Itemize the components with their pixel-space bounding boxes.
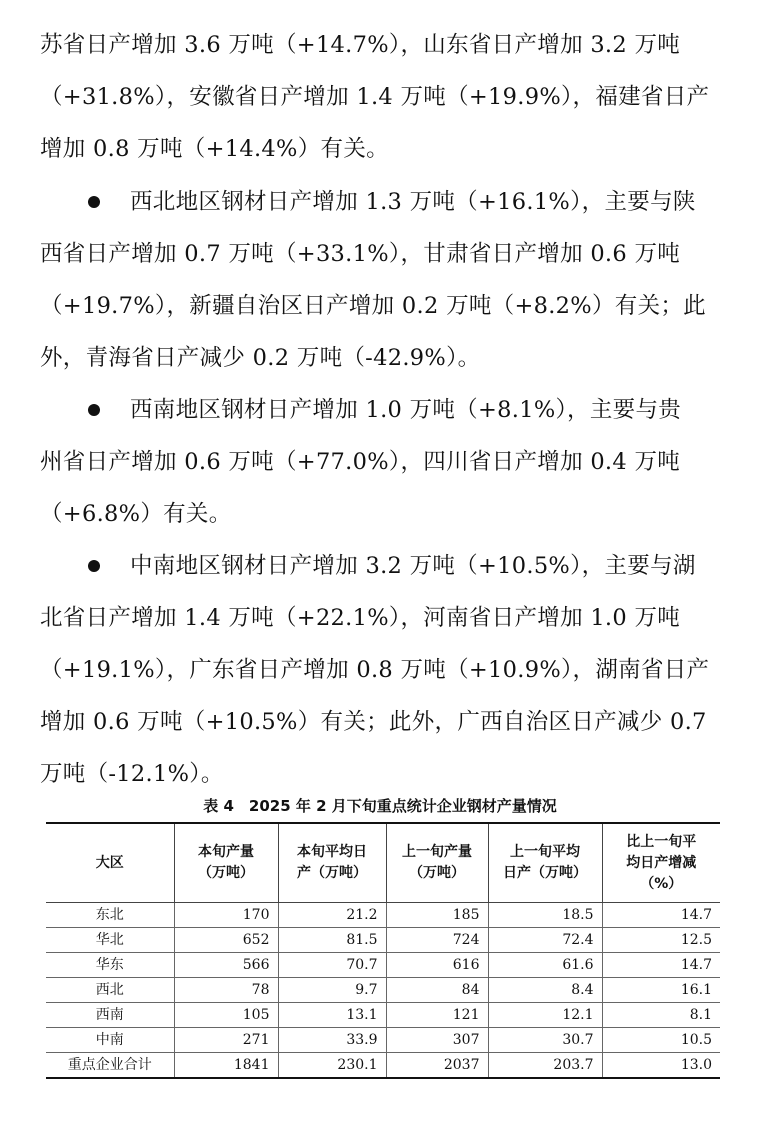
current-output-cell: 566	[174, 953, 278, 978]
previous-daily-cell: 30.7	[488, 1028, 602, 1053]
current-daily-cell: 81.5	[278, 928, 386, 953]
bullet-first-line: 中南地区钢材日产增加 3.2 万吨（+10.5%），主要与湖	[130, 553, 696, 579]
paragraph-line: 州省日产增加 0.6 万吨（+77.0%），四川省日产增加 0.4 万吨	[40, 449, 681, 475]
table-row	[46, 1003, 720, 1028]
table-row	[46, 928, 720, 953]
table-header-row	[46, 823, 720, 903]
bullet-icon	[88, 196, 100, 208]
daily-change-cell: 8.1	[602, 1003, 720, 1028]
region-cell: 西南	[46, 1003, 174, 1028]
daily-change-cell: 13.0	[602, 1053, 720, 1079]
bullet-first-line: 西南地区钢材日产增加 1.0 万吨（+8.1%），主要与贵	[130, 397, 682, 423]
current-daily-cell: 13.1	[278, 1003, 386, 1028]
daily-change-cell: 12.5	[602, 928, 720, 953]
header-line: 上一旬平均	[510, 844, 580, 860]
header-daily-change	[602, 823, 720, 903]
current-output-cell: 105	[174, 1003, 278, 1028]
header-current-output	[174, 823, 278, 903]
header-line: 上一旬产量	[402, 844, 472, 860]
daily-change-cell: 10.5	[602, 1028, 720, 1053]
previous-output-cell: 307	[386, 1028, 488, 1053]
steel-output-table	[46, 822, 720, 1079]
bullet-first-line: 西北地区钢材日产增加 1.3 万吨（+16.1%），主要与陕	[130, 189, 696, 215]
header-line: 本旬平均日	[297, 844, 367, 860]
header-line: 均日产增减	[626, 854, 697, 871]
previous-output-cell: 84	[386, 978, 488, 1003]
region-cell: 东北	[46, 903, 174, 928]
previous-daily-cell: 72.4	[488, 928, 602, 953]
table-row	[46, 953, 720, 978]
region-cell: 华东	[46, 953, 174, 978]
header-line: （%）	[640, 875, 683, 892]
daily-change-cell: 14.7	[602, 903, 720, 928]
previous-daily-cell: 8.4	[488, 978, 602, 1003]
region-cell: 中南	[46, 1028, 174, 1053]
bullet-icon	[88, 560, 100, 572]
paragraph-line: （+31.8%），安徽省日产增加 1.4 万吨（+19.9%），福建省日产	[40, 84, 710, 110]
previous-output-cell: 2037	[386, 1053, 488, 1079]
previous-output-cell: 724	[386, 928, 488, 953]
paragraph-line: 增加 0.6 万吨（+10.5%）有关；此外，广西自治区日产减少 0.7	[40, 709, 707, 735]
previous-daily-cell: 12.1	[488, 1003, 602, 1028]
previous-output-cell: 185	[386, 903, 488, 928]
bullet-icon	[88, 404, 100, 416]
current-output-cell: 1841	[174, 1053, 278, 1079]
current-output-cell: 652	[174, 928, 278, 953]
table-total-row	[46, 1053, 720, 1079]
header-line: （万吨）	[409, 865, 465, 881]
paragraph-line: 万吨（-12.1%）。	[40, 761, 224, 787]
header-line: 大区	[95, 854, 124, 871]
table-row	[46, 903, 720, 928]
region-cell: 华北	[46, 928, 174, 953]
table-row	[46, 1028, 720, 1053]
header-line: （万吨）	[198, 865, 254, 881]
current-daily-cell: 33.9	[278, 1028, 386, 1053]
header-previous-output	[386, 823, 488, 903]
header-previous-daily	[488, 823, 602, 903]
paragraph-line: 外，青海省日产减少 0.2 万吨（-42.9%）。	[40, 345, 481, 371]
paragraph-line: 西省日产增加 0.7 万吨（+33.1%），甘肃省日产增加 0.6 万吨	[40, 241, 681, 267]
current-daily-cell: 70.7	[278, 953, 386, 978]
paragraph-line: （+19.7%），新疆自治区日产增加 0.2 万吨（+8.2%）有关；此	[40, 293, 706, 319]
header-line: 比上一旬平	[626, 833, 697, 850]
current-daily-cell: 9.7	[278, 978, 386, 1003]
region-cell: 重点企业合计	[46, 1053, 174, 1079]
previous-output-cell: 616	[386, 953, 488, 978]
header-line: 产（万吨）	[297, 865, 367, 881]
table-row	[46, 978, 720, 1003]
daily-change-cell: 14.7	[602, 953, 720, 978]
daily-change-cell: 16.1	[602, 978, 720, 1003]
paragraph-line: 增加 0.8 万吨（+14.4%）有关。	[40, 136, 389, 162]
previous-daily-cell: 203.7	[488, 1053, 602, 1079]
previous-daily-cell: 18.5	[488, 903, 602, 928]
header-current-daily	[278, 823, 386, 903]
current-output-cell: 271	[174, 1028, 278, 1053]
paragraph-line: （+6.8%）有关。	[40, 501, 232, 527]
header-line: 本旬产量	[198, 844, 254, 860]
previous-daily-cell: 61.6	[488, 953, 602, 978]
paragraph-line: （+19.1%），广东省日产增加 0.8 万吨（+10.9%），湖南省日产	[40, 657, 710, 683]
region-cell: 西北	[46, 978, 174, 1003]
table-caption: 表 4 2025 年 2 月下旬重点统计企业钢材产量情况	[203, 797, 557, 815]
current-daily-cell: 230.1	[278, 1053, 386, 1079]
previous-output-cell: 121	[386, 1003, 488, 1028]
current-output-cell: 170	[174, 903, 278, 928]
paragraph-line: 北省日产增加 1.4 万吨（+22.1%），河南省日产增加 1.0 万吨	[40, 605, 681, 631]
current-daily-cell: 21.2	[278, 903, 386, 928]
current-output-cell: 78	[174, 978, 278, 1003]
header-line: 日产（万吨）	[503, 865, 587, 881]
paragraph-line: 苏省日产增加 3.6 万吨（+14.7%），山东省日产增加 3.2 万吨	[40, 32, 681, 58]
header-region	[46, 823, 174, 903]
